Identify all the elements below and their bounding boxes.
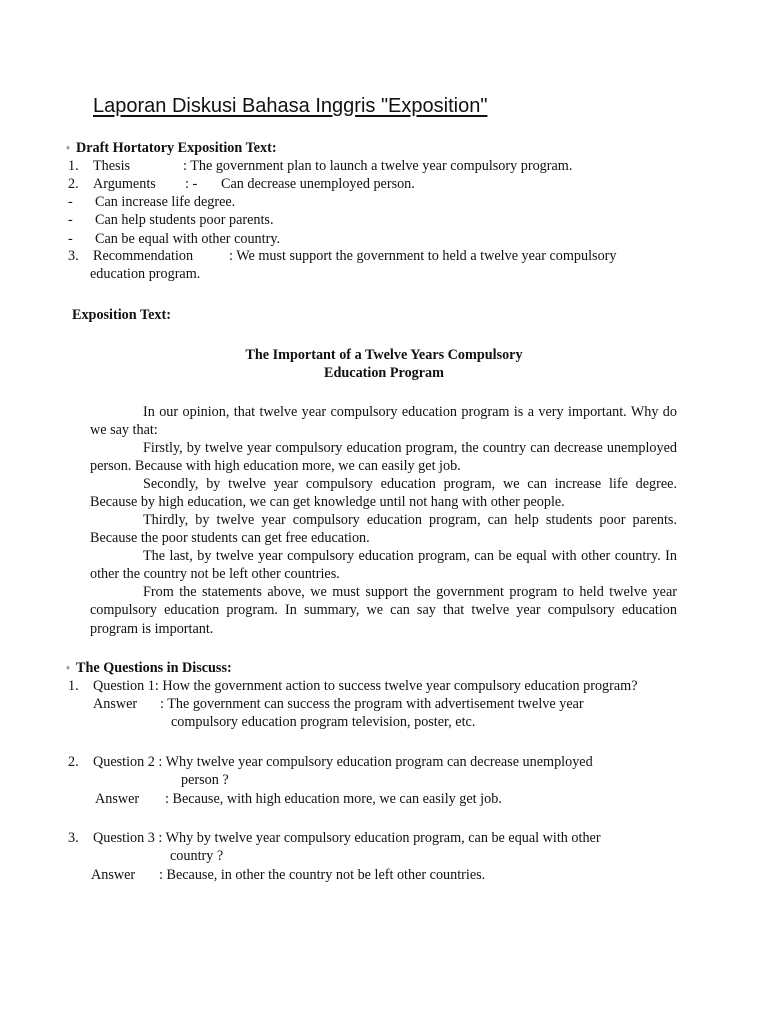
- essay-paragraph: In our opinion, that twelve year compulsory education program is a very important. Why do we say that:: [90, 404, 677, 439]
- arguments-colon: : -: [185, 176, 198, 192]
- answer-text-cont: compulsory education program television, poster, etc.: [171, 714, 476, 730]
- recommendation-num: 3.: [68, 248, 79, 264]
- exposition-heading: Exposition Text:: [72, 307, 171, 323]
- recommendation-label: Recommendation: [93, 248, 194, 264]
- draft-heading: Draft Hortatory Exposition Text:: [76, 140, 277, 156]
- essay-paragraph: Firstly, by twelve year compulsory education program, the country can decrease unemployed person. Because with high education more, we can easily get job.: [90, 440, 677, 475]
- question-text: Question 3 : Why by twelve year compulsory education program, can be equal with other: [93, 830, 601, 846]
- answer-label: Answer: [91, 867, 136, 883]
- document-title: Laporan Diskusi Bahasa Inggris "Exposition": [93, 95, 488, 117]
- argument-item: Can increase life degree.: [95, 194, 236, 210]
- draft-heading-line: [66, 139, 277, 157]
- answer-label: Answer: [95, 791, 140, 807]
- bullet-icon: ♦: [66, 662, 71, 672]
- argument-first: Can decrease unemployed person.: [221, 176, 415, 192]
- thesis-text: : The government plan to launch a twelve year compulsory program.: [183, 158, 573, 174]
- essay-paragraph: Secondly, by twelve year compulsory education program, we can increase life degree. Because by high education, we can get knowledge until not hang with other people.: [90, 476, 677, 511]
- argument-item: Can be equal with other country.: [95, 231, 281, 247]
- question-text: Question 1: How the government action to success twelve year compulsory education program?: [93, 678, 638, 694]
- answer-text: : Because, with high education more, we can easily get job.: [165, 791, 502, 807]
- question-num: 3.: [68, 830, 79, 846]
- answer-label: Answer: [93, 696, 138, 712]
- recommendation-text: : We must support the government to held a twelve year compulsory: [229, 248, 617, 264]
- thesis-num: 1.: [68, 158, 79, 174]
- question-num: 1.: [68, 678, 79, 694]
- recommendation-text-cont: education program.: [90, 266, 201, 282]
- essay-title-line2: Education Program: [324, 365, 444, 381]
- argument-item: Can help students poor parents.: [95, 212, 274, 228]
- question-text-cont: country ?: [170, 848, 224, 864]
- arguments-num: 2.: [68, 176, 79, 192]
- questions-heading-line: [66, 659, 232, 677]
- essay-paragraph: The last, by twelve year compulsory education program, can be equal with other country. In other the country not be left other countries.: [90, 548, 677, 583]
- bullet-icon: ♦: [66, 142, 71, 152]
- questions-heading: The Questions in Discuss:: [76, 660, 232, 676]
- question-text-cont: person ?: [181, 772, 229, 788]
- arguments-label: Arguments: [93, 176, 156, 192]
- question-text: Question 2 : Why twelve year compulsory education program can decrease unemployed: [93, 754, 593, 770]
- essay-paragraph: Thirdly, by twelve year compulsory education program, can help students poor parents. Because the poor students can get free education.: [90, 512, 677, 547]
- argument-dash: -: [68, 194, 73, 210]
- question-num: 2.: [68, 754, 79, 770]
- argument-dash: -: [68, 212, 73, 228]
- answer-text: : Because, in other the country not be left other countries.: [159, 867, 486, 883]
- answer-text: : The government can success the program with advertisement twelve year: [160, 696, 584, 712]
- argument-dash: -: [68, 231, 73, 247]
- essay-paragraph: From the statements above, we must support the government program to held twelve year compulsory education program. In summary, we can say that twelve year compulsory education program is important.: [90, 584, 677, 637]
- thesis-label: Thesis: [93, 158, 131, 174]
- essay-title-line1: The Important of a Twelve Years Compulsory: [245, 347, 523, 363]
